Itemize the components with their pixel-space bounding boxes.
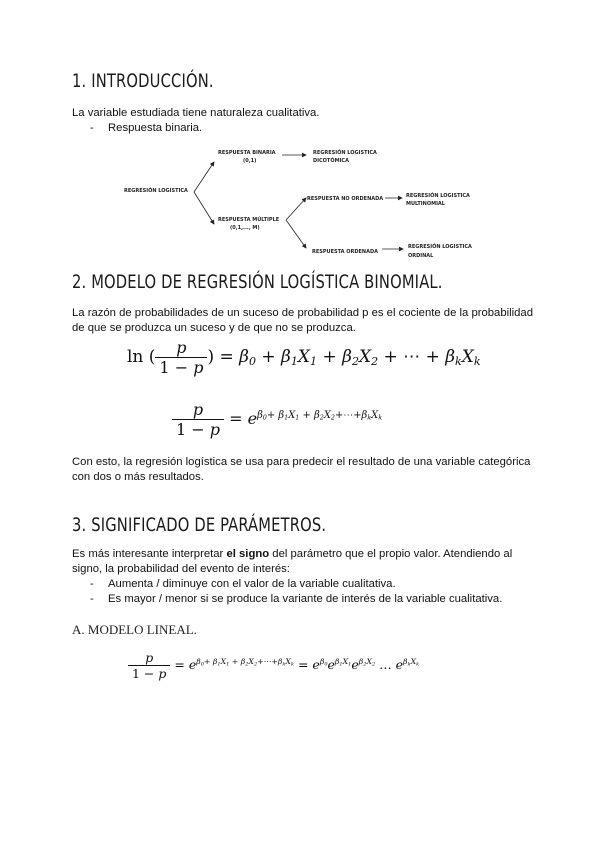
arrow-multiple-ordered (286, 220, 306, 248)
diagram-multiple-values: (0,1,..., M) (230, 225, 260, 231)
section-2-text-2: de que se produzca un suceso y de que no se produzca. (72, 322, 356, 334)
section-3-text-2: signo, la probabilidad del evento de interés: (72, 563, 290, 575)
section-2-text-4: con dos o más resultados. (72, 471, 204, 483)
subsection-a-title: A. MODELO LINEAL. (72, 622, 197, 637)
diagram-binary: RESPUESTA BINARIA (218, 150, 276, 156)
section-3-bullet-2 (90, 592, 502, 607)
bullet-dash: - (90, 593, 94, 605)
bullet-text: Aumenta / diminuye con el valor de la variable cualitativa. (108, 578, 396, 590)
section-3-text-1 (72, 547, 512, 562)
bold-sign-text: el signo (226, 548, 270, 560)
arrow-root-multiple (194, 192, 214, 224)
section-1-title: 1. INTRODUCCIÓN. (72, 70, 214, 92)
diagram-ordered-result-1: REGRESIÓN LOGISTICA (408, 244, 472, 250)
section-3-bullet-1 (90, 577, 396, 592)
arrow-root-binary (194, 162, 214, 192)
section-1-text: La variable estudiada tiene naturaleza cualitativa. (72, 107, 320, 119)
equation-linear-model: $\frac{p}{1 - p}$ = $e^{\beta_0+ \beta_1X_1 + \beta_2X_2+\cdots+\beta_kX_k} = e^{\beta_0}e^{\beta_1X_1}e^{\beta_2X_2}$ … $e^{\beta_kX_k}$ (128, 650, 419, 681)
diagram-unordered-result-2: MULTINOMIAL (406, 201, 445, 207)
diagram-multiple: RESPUESTA MÚLTIPLE (218, 217, 280, 223)
section-2-text-1: La razón de probabilidades de un suceso de probabilidad p es el cociente de la probabilidad (72, 307, 533, 319)
text-part: del parámetro que el propio valor. Atendiendo al (269, 548, 513, 560)
bullet-text: Es mayor / menor si se produce la variante de interés de la variable cualitativa. (108, 593, 503, 605)
section-2-title: 2. MODELO DE REGRESIÓN LOGÍSTICA BINOMIAL. (72, 271, 443, 293)
diagram-ordered-result-2: ORDINAL (408, 253, 434, 259)
bullet-dash: - (90, 122, 94, 134)
logistic-regression-diagram (110, 140, 490, 265)
bullet-text: Respuesta binaria. (108, 122, 203, 134)
bullet-dash: - (90, 578, 94, 590)
diagram-root: REGRESIÓN LOGISTICA (124, 188, 188, 194)
diagram-binary-result-1: REGRESIÓN LOGISTICA (313, 150, 377, 156)
diagram-binary-result-2: DICOTÓMICA (313, 158, 349, 164)
text-part: Es más interesante interpretar (72, 548, 227, 560)
equation-odds: $\frac{p}{1 - p}$ = $e^{\beta_0+ \beta_1X_1 + \beta_2X_2+\cdots+\beta_kX_k}$ (172, 400, 382, 439)
diagram-ordered: RESPUESTA ORDENADA (312, 249, 378, 255)
diagram-binary-values: (0,1) (243, 158, 257, 164)
diagram-unordered-result-1: REGRESIÓN LOGISTICA (406, 193, 470, 199)
section-2-text-3: Con esto, la regresión logística se usa para predecir el resultado de una variable categórica (72, 456, 531, 468)
arrow-multiple-unordered (286, 198, 306, 220)
equation-logit: ln ( $\frac{p}{1 - p}$ ) = $\beta_0 + \beta_1X_1 + \beta_2X_2$ + ⋯ + $\beta_kX_k$ (127, 338, 481, 377)
diagram-unordered: RESPUESTA NO ORDENADA (307, 196, 384, 202)
section-3-title: 3. SIGNIFICADO DE PARÁMETROS. (72, 514, 327, 536)
section-1-bullet (90, 121, 202, 136)
